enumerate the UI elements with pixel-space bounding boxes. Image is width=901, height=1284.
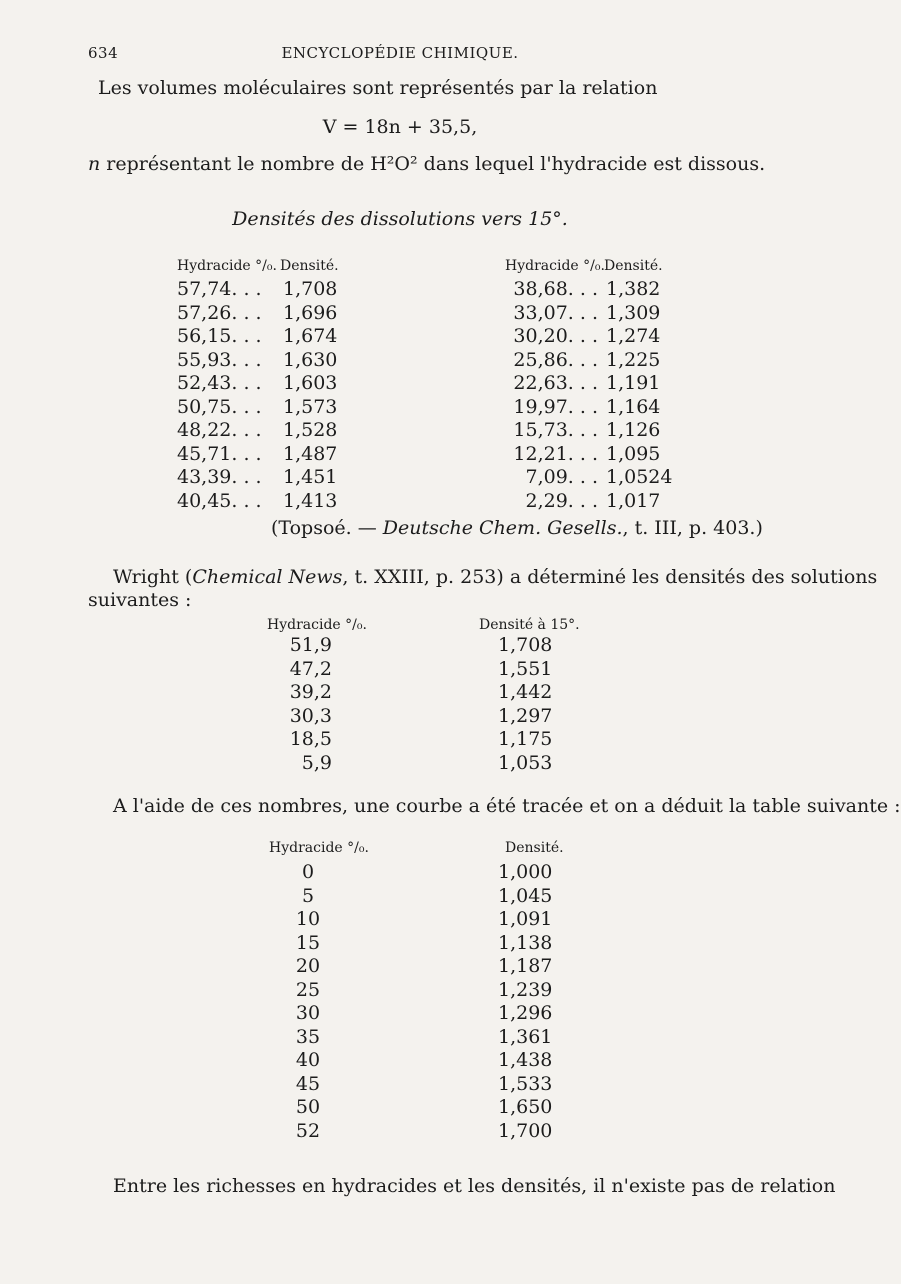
table-row: 43,39. . . [177, 466, 262, 488]
table-row: 52,43. . . [177, 372, 262, 394]
courbe-paragraph: A l'aide de ces nombres, une courbe a été tracée et on a déduit la table suivante : [113, 795, 901, 817]
table-row: 1,191 [606, 372, 661, 394]
table-2-header-densite: Densité à 15°. [479, 617, 580, 633]
table-row: 1,708 [283, 278, 338, 300]
table-row: 25 [295, 978, 321, 1001]
table-1-left-header-densite: Densité. [280, 258, 339, 274]
table-row: 30,3 [289, 704, 332, 727]
intro-line-2: n représentant le nombre de H²O² dans lequel l'hydracide est dissous. [88, 153, 766, 175]
table-2-densite-column [498, 634, 552, 775]
table-row: 1,164 [606, 395, 661, 418]
table-3-hydracide-column [288, 861, 328, 1143]
table-row: 18,5 [289, 728, 332, 750]
table-row: 1,361 [498, 1025, 553, 1048]
table-row: 45,71. . . [177, 442, 262, 465]
table-row: 10 [295, 908, 321, 930]
table-1-right-densite-column [606, 278, 672, 513]
table-row: 1,187 [498, 955, 553, 977]
table-row: 12,21. . . [513, 442, 598, 465]
table-1-left-header-hydracide: Hydracide °/₀. [177, 258, 277, 274]
table-row: 1,175 [498, 728, 553, 750]
table-row: 25,86. . . [513, 348, 598, 371]
table-row: 5 [301, 884, 315, 907]
table-row: 39,2 [289, 681, 332, 703]
table-row: 56,15. . . [177, 325, 262, 347]
table-1-title: Densités des dissolutions vers 15°. [232, 208, 568, 230]
wright-paragraph-line-2: suivantes : [88, 589, 192, 611]
table-row: 1,0524 [606, 466, 673, 488]
page-number: 634 [88, 44, 119, 62]
table-row: 1,696 [283, 301, 338, 324]
table-row: 1,442 [498, 681, 553, 703]
table-1-citation: (Topsoé. — Deutsche Chem. Gesells., t. III, p. 403.) [271, 517, 763, 539]
intro-line-1: Les volumes moléculaires sont représentés par la relation [98, 77, 658, 99]
table-row: 1,017 [606, 489, 661, 512]
table-1-left-densite-column [283, 278, 337, 513]
table-row: 0 [301, 861, 315, 883]
table-row: 50,75. . . [177, 395, 262, 418]
table-row: 1,533 [498, 1072, 553, 1095]
wright-paragraph-line-1: Wright (Chemical News, t. XXIII, p. 253) a déterminé les densités des solutions [113, 566, 878, 588]
table-row: 47,2 [289, 657, 332, 680]
table-row: 1,700 [498, 1119, 553, 1142]
table-3-densite-column [498, 861, 552, 1143]
table-row: 1,225 [606, 348, 661, 371]
table-3-header-hydracide: Hydracide °/₀. [269, 840, 369, 856]
table-row: 1,573 [283, 395, 338, 418]
table-row: 45 [295, 1072, 321, 1095]
table-row: 1,296 [498, 1002, 553, 1024]
table-row: 50 [295, 1096, 321, 1118]
table-row: 15 [295, 931, 321, 954]
table-row: 19,97. . . [513, 395, 598, 418]
table-row: 1,528 [283, 419, 338, 441]
table-row: 15,73. . . [513, 419, 598, 441]
table-row: 1,630 [283, 348, 338, 371]
table-row: 1,091 [498, 908, 553, 930]
table-row: 40 [295, 1049, 321, 1071]
table-row: 1,274 [606, 325, 661, 347]
table-row: 1,551 [498, 657, 553, 680]
table-1-right-header-densite: Densité. [604, 258, 663, 274]
table-row: 30 [295, 1002, 321, 1024]
table-row: 33,07. . . [513, 301, 598, 324]
table-row: 51,9 [289, 634, 332, 656]
table-row: 1,487 [283, 442, 338, 465]
table-row: 1,603 [283, 372, 338, 394]
table-2-hydracide-column [270, 634, 332, 775]
table-row: 1,309 [606, 301, 661, 324]
table-row: 1,438 [498, 1049, 553, 1071]
table-row: 48,22. . . [177, 419, 262, 441]
table-row: 7,09. . . [525, 466, 598, 488]
table-row: 52 [295, 1119, 321, 1142]
table-row: 1,000 [498, 861, 553, 883]
table-row: 22,63. . . [513, 372, 598, 394]
table-row: 1,045 [498, 884, 553, 907]
table-row: 1,138 [498, 931, 553, 954]
table-row: 55,93. . . [177, 348, 262, 371]
table-row: 1,708 [498, 634, 553, 656]
molar-volume-formula: V = 18n + 35,5, [322, 116, 478, 138]
table-1-left-hydracide-column [177, 278, 262, 513]
table-row: 1,650 [498, 1096, 553, 1118]
table-1-right-header-hydracide: Hydracide °/₀. [505, 258, 605, 274]
table-row: 57,74. . . [177, 278, 262, 300]
running-title: ENCYCLOPÉDIE CHIMIQUE. [281, 44, 519, 62]
table-row: 1,413 [283, 489, 338, 512]
table-row: 1,126 [606, 419, 661, 441]
table-row: 40,45. . . [177, 489, 262, 512]
table-row: 1,451 [283, 466, 338, 488]
table-row: 20 [295, 955, 321, 977]
table-3-header-densite: Densité. [505, 840, 564, 856]
table-row: 30,20. . . [513, 325, 598, 347]
table-row: 2,29. . . [525, 489, 598, 512]
table-row: 5,9 [301, 751, 332, 774]
table-row: 1,297 [498, 704, 553, 727]
table-row: 1,239 [498, 978, 553, 1001]
table-row: 1,053 [498, 751, 553, 774]
table-row: 57,26. . . [177, 301, 262, 324]
table-row: 1,382 [606, 278, 661, 300]
table-row: 38,68. . . [513, 278, 598, 300]
table-row: 1,095 [606, 442, 661, 465]
closing-paragraph: Entre les richesses en hydracides et les densités, il n'existe pas de relation [113, 1175, 836, 1197]
table-2-header-hydracide: Hydracide °/₀. [267, 617, 367, 633]
table-row: 1,674 [283, 325, 338, 347]
table-row: 35 [295, 1025, 321, 1048]
table-1-right-hydracide-column [480, 278, 598, 513]
